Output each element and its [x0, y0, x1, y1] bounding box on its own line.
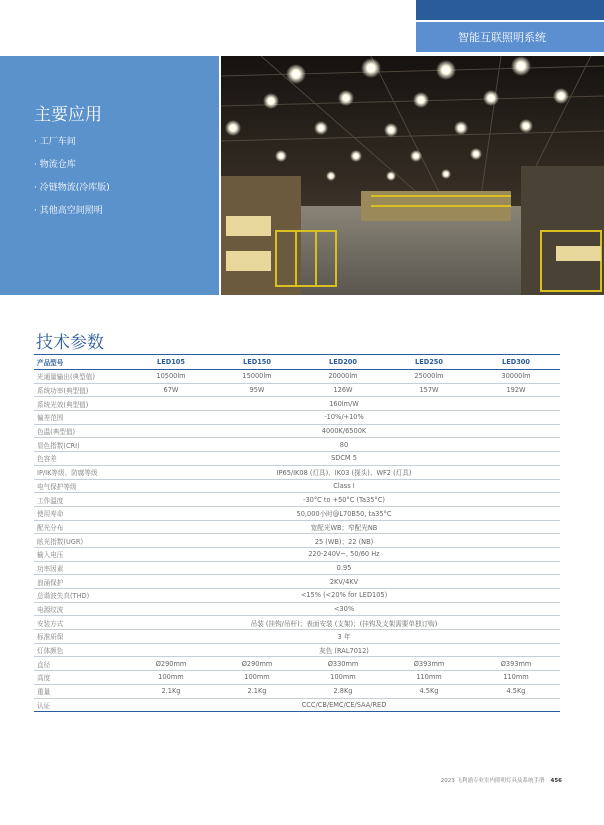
spec-row — [34, 616, 560, 630]
spec-value: 2.1Kg — [214, 684, 300, 698]
spec-row-label: 工作温度 — [34, 493, 128, 507]
applications-panel — [0, 56, 219, 295]
spec-row — [34, 575, 560, 589]
spec-row — [34, 671, 560, 685]
spec-header-led250: LED250 — [386, 355, 472, 370]
spec-value: Ø393mm — [472, 657, 560, 671]
spec-value: 4.5Kg — [472, 684, 560, 698]
spec-row — [34, 698, 560, 712]
spec-value: 2.1Kg — [128, 684, 214, 698]
spec-value: 100mm — [214, 671, 300, 685]
spec-value: 126W — [300, 383, 386, 397]
spec-row — [34, 643, 560, 657]
spec-section-title: 技术参数 — [36, 333, 104, 353]
spec-value: 3 年 — [128, 630, 560, 644]
spec-row-label: 重量 — [34, 684, 128, 698]
spec-row-label: 高度 — [34, 671, 128, 685]
spec-value: 0.95 — [128, 561, 560, 575]
spec-row-label: 显色指数(CRI) — [34, 438, 128, 452]
spec-row — [34, 520, 560, 534]
spec-value: 10500lm — [128, 370, 214, 384]
spec-value: 220-240V~, 50/60 Hz — [128, 547, 560, 561]
application-item: · 工厂车间 — [34, 137, 76, 147]
spec-row-label: 灯体颜色 — [34, 643, 128, 657]
spec-value: 15000lm — [214, 370, 300, 384]
spec-value: CCC/CB/EMC/CE/SAA/RED — [128, 698, 560, 712]
spec-value: 20000lm — [300, 370, 386, 384]
spec-row — [34, 684, 560, 698]
spec-row — [34, 370, 560, 384]
spec-value: 110mm — [472, 671, 560, 685]
spec-header-led105: LED105 — [128, 355, 214, 370]
spec-row-label: 色容差 — [34, 452, 128, 466]
spec-value: 100mm — [128, 671, 214, 685]
spec-header-model: 产品型号 — [34, 355, 128, 370]
spec-header-led150: LED150 — [214, 355, 300, 370]
spec-row-label: 系统功率(典型值) — [34, 383, 128, 397]
spec-row-label: 输入电压 — [34, 547, 128, 561]
spec-row — [34, 479, 560, 493]
spec-value: 4.5Kg — [386, 684, 472, 698]
applications-list — [34, 134, 110, 226]
spec-row — [34, 547, 560, 561]
spec-row — [34, 506, 560, 520]
spec-row — [34, 465, 560, 479]
spec-value: 50,000小时@L70B50, ta35°C — [128, 506, 560, 520]
application-item: · 冷链物流(冷库版) — [34, 183, 110, 193]
spec-row — [34, 589, 560, 603]
spec-value: 80 — [128, 438, 560, 452]
spec-row — [34, 424, 560, 438]
spec-row-label: IP/IK等级、防腐等级 — [34, 465, 128, 479]
spec-row-label: 偏差范围 — [34, 411, 128, 425]
spec-table — [34, 354, 560, 712]
spec-row — [34, 411, 560, 425]
spec-value: 灰色 (RAL7012) — [128, 643, 560, 657]
spec-value: 67W — [128, 383, 214, 397]
spec-row-label: 安装方式 — [34, 616, 128, 630]
spec-value: <15% (<20% for LED105) — [128, 589, 560, 603]
spec-row — [34, 561, 560, 575]
spec-row — [34, 452, 560, 466]
spec-row — [34, 657, 560, 671]
spec-value: 2KV/4KV — [128, 575, 560, 589]
spec-row — [34, 534, 560, 548]
application-item: · 其他高空间照明 — [34, 206, 103, 216]
spec-header-led300: LED300 — [472, 355, 560, 370]
catalog-name: 2023 飞利浦专业室内照明灯具及系统手册 — [440, 778, 545, 784]
spec-row — [34, 383, 560, 397]
spec-value: Ø330mm — [300, 657, 386, 671]
spec-value: 4000K/6500K — [128, 424, 560, 438]
warehouse-photo — [221, 56, 604, 295]
spec-header-led200: LED200 — [300, 355, 386, 370]
spec-value: 157W — [386, 383, 472, 397]
spec-value: 宽配光WB；窄配光NB — [128, 520, 560, 534]
spec-value: -30°C to +50°C (Ta35°C) — [128, 493, 560, 507]
warehouse-illustration — [221, 56, 604, 295]
spec-value: 160lm/W — [128, 397, 560, 411]
section-tab: 智能互联照明系统 — [416, 22, 604, 52]
spec-value: -10%/+10% — [128, 411, 560, 425]
spec-value: Ø290mm — [214, 657, 300, 671]
spec-row — [34, 397, 560, 411]
spec-value: 110mm — [386, 671, 472, 685]
spec-row-label: 色温(典型值) — [34, 424, 128, 438]
page-footer — [441, 776, 562, 784]
spec-row-label: 光通量输出(典型值) — [34, 370, 128, 384]
spec-value: 25 (WB)；22 (NB) — [128, 534, 560, 548]
spec-row-label: 直径 — [34, 657, 128, 671]
header-accent-bar — [416, 0, 604, 20]
spec-value: Class I — [128, 479, 560, 493]
spec-value: 吊装 (挂钩/吊杆)；表面安装 (支架)；(挂钩及支架需要单独订购) — [128, 616, 560, 630]
spec-row — [34, 602, 560, 616]
spec-row — [34, 493, 560, 507]
spec-row-label: 电气保护等级 — [34, 479, 128, 493]
spec-row-label: 认证 — [34, 698, 128, 712]
spec-row — [34, 438, 560, 452]
spec-row-label: 眩光指数(UGR) — [34, 534, 128, 548]
spec-value: 25000lm — [386, 370, 472, 384]
application-item: · 物流仓库 — [34, 160, 76, 170]
spec-row-label: 浪涌保护 — [34, 575, 128, 589]
applications-title: 主要应用 — [34, 105, 102, 125]
spec-header-row — [34, 355, 560, 370]
spec-table-body — [34, 370, 560, 712]
spec-row-label: 配光分布 — [34, 520, 128, 534]
page-number: 456 — [550, 778, 562, 784]
spec-row-label: 系统光效(典型值) — [34, 397, 128, 411]
spec-value: <30% — [128, 602, 560, 616]
spec-value: 95W — [214, 383, 300, 397]
spec-row-label: 功率因素 — [34, 561, 128, 575]
spec-value: 100mm — [300, 671, 386, 685]
spec-value: IP65/IK08 (灯具)、IK03 (探头)、WF2 (灯具) — [128, 465, 560, 479]
spec-value: 30000lm — [472, 370, 560, 384]
spec-row-label: 电源纹波 — [34, 602, 128, 616]
spec-value: 2.8Kg — [300, 684, 386, 698]
spec-row-label: 使用寿命 — [34, 506, 128, 520]
spec-value: SDCM 5 — [128, 452, 560, 466]
spec-value: 192W — [472, 383, 560, 397]
spec-value: Ø290mm — [128, 657, 214, 671]
spec-row-label: 总谐波失真(THD) — [34, 589, 128, 603]
spec-value: Ø393mm — [386, 657, 472, 671]
spec-row-label: 标准质保 — [34, 630, 128, 644]
spec-row — [34, 630, 560, 644]
